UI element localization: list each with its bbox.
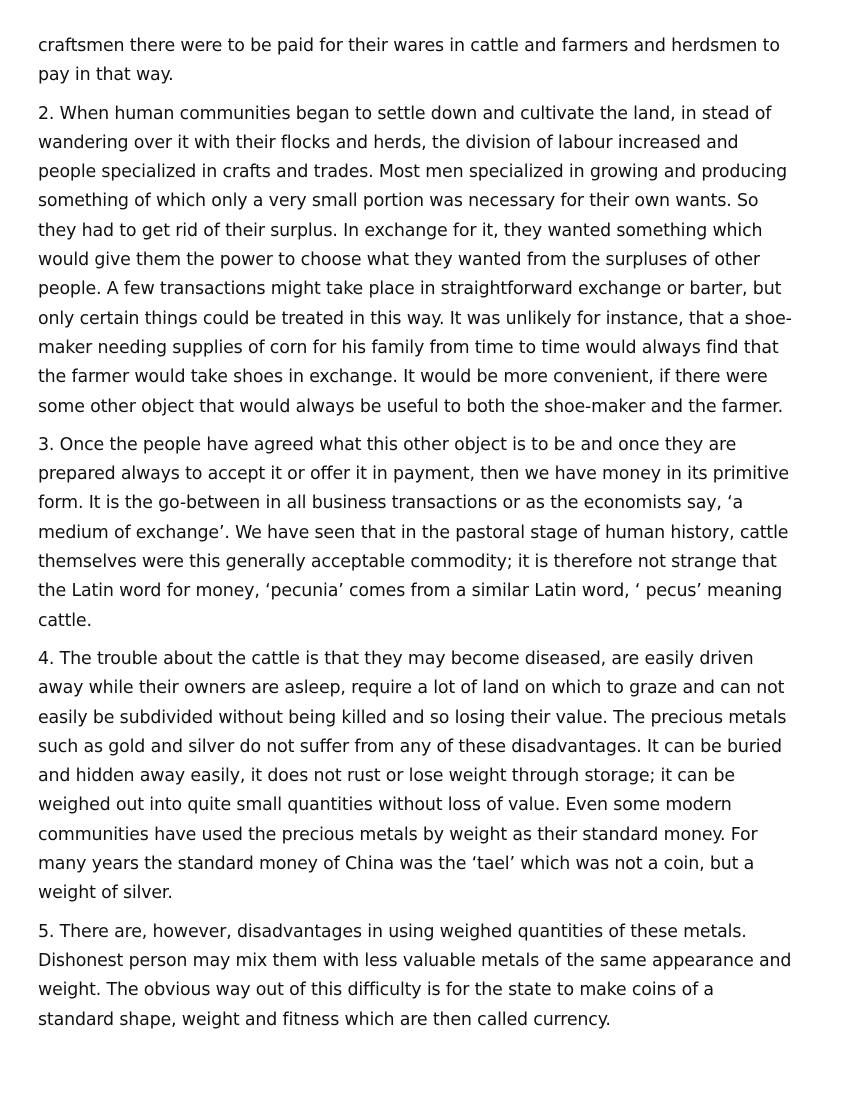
text-line: away while their owners are asleep, require a lot of land on which to graze and can not bbox=[38, 678, 785, 699]
text-line: something of which only a very small portion was necessary for their own wants. So bbox=[38, 191, 759, 212]
text-line: only certain things could be treated in this way. It was unlikely for instance, that a shoe- bbox=[38, 308, 792, 329]
text-line: 3. Once the people have agreed what this other object is to be and once they are bbox=[38, 434, 737, 455]
text-line: themselves were this generally acceptable commodity; it is therefore not strange that bbox=[38, 552, 777, 573]
document-page bbox=[38, 32, 838, 1044]
text-line: they had to get rid of their surplus. In exchange for it, they wanted something which bbox=[38, 220, 763, 241]
text-line: the Latin word for money, ‘pecunia’ comes from a similar Latin word, ‘ pecus’ meaning bbox=[38, 581, 783, 602]
text-line: 2. When human communities began to settle down and cultivate the land, in stead of bbox=[38, 103, 772, 124]
text-line: weighed out into quite small quantities without loss of value. Even some modern bbox=[38, 795, 732, 816]
text-line: cattle. bbox=[38, 610, 92, 631]
text-line: prepared always to accept it or offer it in payment, then we have money in its primitive bbox=[38, 464, 789, 485]
text-line: medium of exchange’. We have seen that in the pastoral stage of human history, cattle bbox=[38, 522, 789, 543]
text-line: Dishonest person may mix them with less valuable metals of the same appearance and bbox=[38, 950, 792, 971]
text-line: weight. The obvious way out of this difficulty is for the state to make coins of a bbox=[38, 980, 714, 1001]
text-line: the farmer would take shoes in exchange. It would be more convenient, if there were bbox=[38, 367, 768, 388]
paragraph-continuation bbox=[38, 32, 838, 91]
text-line: communities have used the precious metals by weight as their standard money. For bbox=[38, 824, 758, 845]
paragraph-3 bbox=[38, 431, 838, 636]
text-line: would give them the power to choose what they wanted from the surpluses of other bbox=[38, 250, 760, 271]
text-line: some other object that would always be useful to both the shoe-maker and the farmer. bbox=[38, 396, 784, 417]
text-line: easily be subdivided without being killed and so losing their value. The precious metals bbox=[38, 707, 787, 728]
text-line: craftsmen there were to be paid for their wares in cattle and farmers and herdsmen to bbox=[38, 36, 780, 56]
paragraph-4 bbox=[38, 645, 838, 909]
text-line: 4. The trouble about the cattle is that they may become diseased, are easily driven bbox=[38, 648, 754, 669]
paragraph-5 bbox=[38, 918, 838, 1035]
text-line: such as gold and silver do not suffer from any of these disadvantages. It can be buried bbox=[38, 736, 782, 757]
text-line: people specialized in crafts and trades. Most men specialized in growing and producing bbox=[38, 162, 788, 183]
text-line: pay in that way. bbox=[38, 65, 174, 86]
text-line: standard shape, weight and fitness which are then called currency. bbox=[38, 1009, 611, 1030]
text-line: people. A few transactions might take place in straightforward exchange or barter, but bbox=[38, 279, 782, 300]
text-line: and hidden away easily, it does not rust or lose weight through storage; it can be bbox=[38, 766, 735, 787]
text-line: maker needing supplies of corn for his family from time to time would always find that bbox=[38, 337, 779, 358]
text-line: 5. There are, however, disadvantages in using weighed quantities of these metals. bbox=[38, 921, 747, 942]
text-line: wandering over it with their flocks and herds, the division of labour increased and bbox=[38, 132, 739, 153]
text-line: many years the standard money of China was the ‘tael’ which was not a coin, but a bbox=[38, 854, 755, 875]
text-line: form. It is the go-between in all business transactions or as the economists say, ‘a bbox=[38, 493, 744, 514]
paragraph-2 bbox=[38, 100, 838, 422]
text-line: weight of silver. bbox=[38, 883, 173, 904]
